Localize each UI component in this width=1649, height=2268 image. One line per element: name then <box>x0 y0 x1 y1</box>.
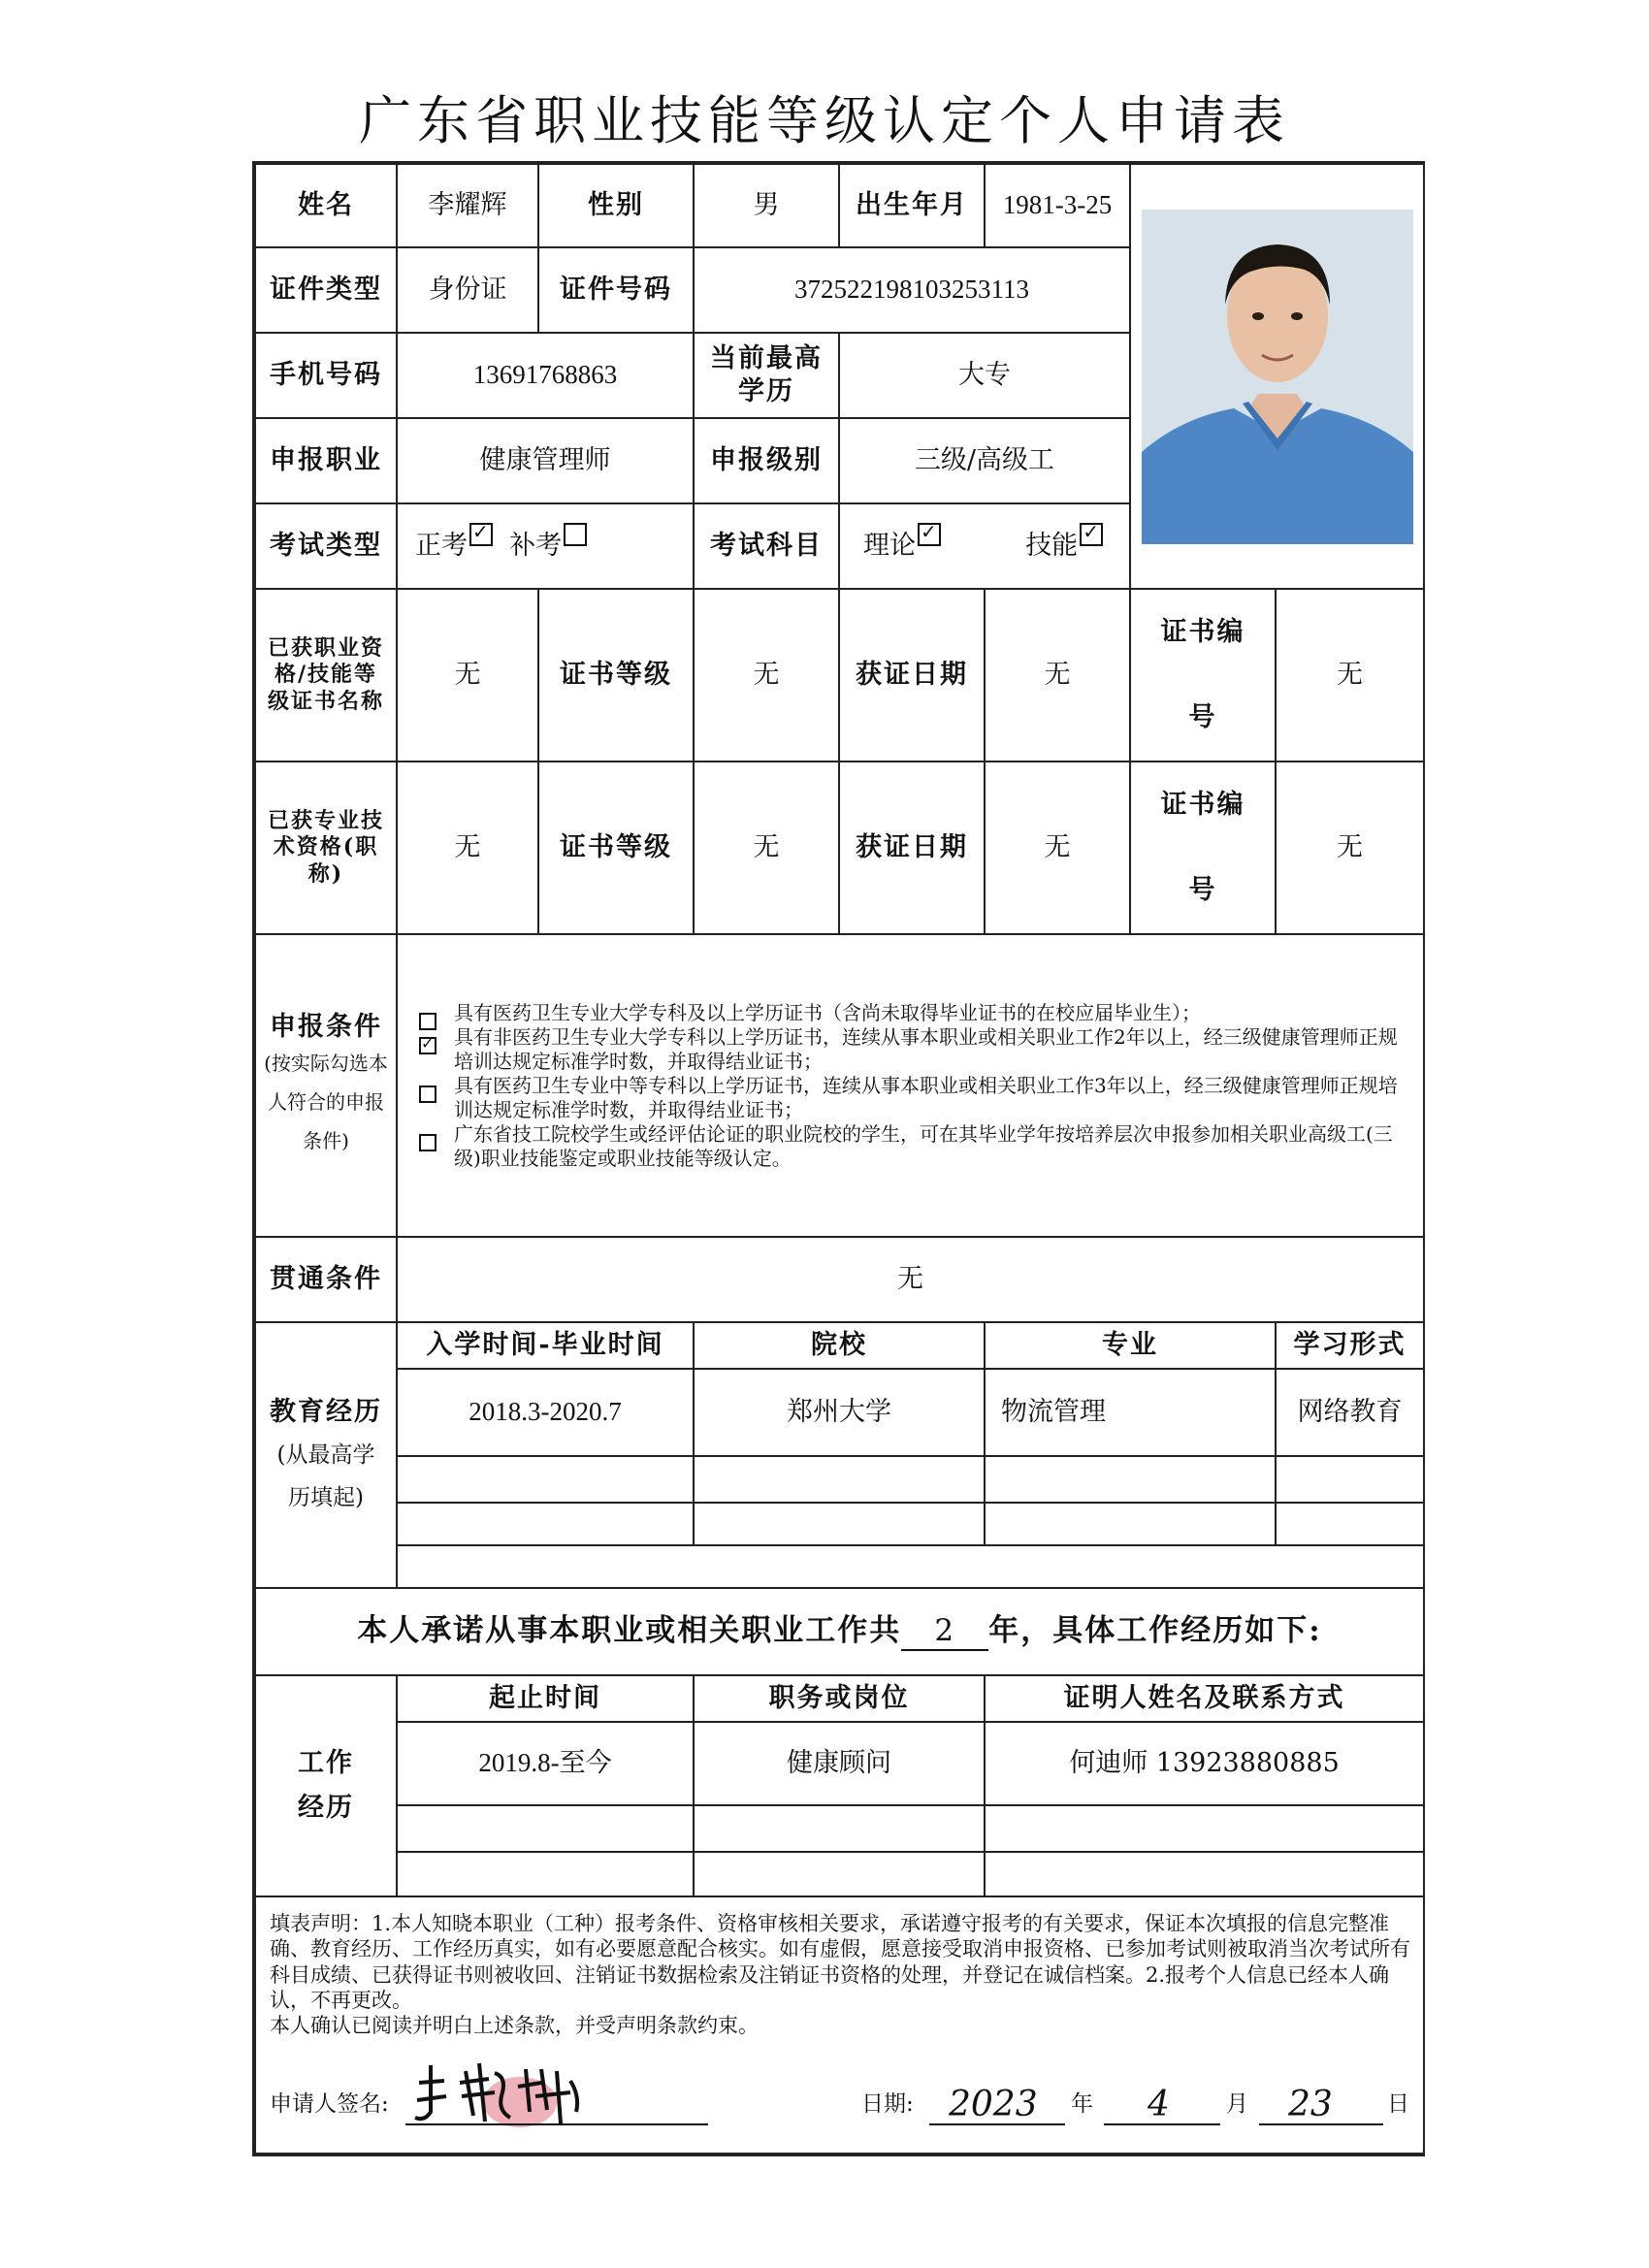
edu-row-3-period[interactable] <box>397 1503 694 1545</box>
edu-row-2-school[interactable] <box>694 1456 985 1503</box>
prior-title-number-label: 证书编号 <box>1130 761 1276 934</box>
exam-subject-theory-checkbox[interactable] <box>918 523 941 546</box>
work-row-2-position[interactable] <box>694 1805 985 1852</box>
exam-type-regular-checkbox[interactable] <box>469 523 493 546</box>
declaration-text: 填表声明：1.本人知晓本职业（工种）报考条件、资格审核相关要求，承诺遵守报考的有关要求，保证本次填报的信息完整准确、教育经历、工作经历真实，如有必要愿意配合核实。如有虚假，愿意接受取消申报资格、已参加考试则被取消当次考试所有科目成绩、已获得证书则被收回、注销证书数据检索及注销证书资格的处理，并登记在诚信档案。2.报考个人信息已经本人确认，不再更改。 <box>270 1912 1410 2012</box>
work-header-reference: 证明人姓名及联系方式 <box>985 1675 1424 1722</box>
exam-type-options <box>397 503 694 589</box>
work-header-period: 起止时间 <box>397 1675 694 1722</box>
prior-skill-number[interactable]: 无 <box>1276 589 1424 761</box>
exam-subject-label: 考试科目 <box>694 503 839 589</box>
applicant-photo <box>1142 210 1413 544</box>
date-day[interactable]: 23 <box>1288 2085 1333 2125</box>
id-number-value[interactable]: 372522198103253113 <box>694 247 1130 333</box>
conditions-label-cell <box>255 934 397 1237</box>
declaration-confirm: 本人确认已阅读并明白上述条款，并受声明条款约束。 <box>270 2014 759 2037</box>
condition-1-text: 具有医药卫生专业大学专科及以上学历证书（含尚未取得毕业证书的在校应届毕业生）； <box>454 1000 1201 1024</box>
exam-subject-options <box>839 503 1130 589</box>
exam-subject-skill-checkbox[interactable] <box>1080 523 1103 546</box>
commitment-suffix: 年，具体工作经历如下: <box>988 1612 1322 1648</box>
conditions-note: (按实际勾选本人符合的申报条件) <box>264 1051 388 1152</box>
occupation-label: 申报职业 <box>255 418 397 503</box>
prior-title-level[interactable]: 无 <box>694 761 839 934</box>
date-year-unit: 年 <box>1071 2091 1093 2118</box>
conditions-list <box>397 934 1424 1237</box>
application-form <box>252 161 1425 2156</box>
prior-title-label: 已获专业技术资格(职称) <box>255 761 397 934</box>
edu-history-label: 教育经历 <box>270 1397 382 1427</box>
work-row-2-period[interactable] <box>397 1805 694 1852</box>
id-type-value[interactable]: 身份证 <box>397 247 538 333</box>
prior-title-number[interactable]: 无 <box>1276 761 1424 934</box>
prior-title-date-label: 获证日期 <box>839 761 985 934</box>
condition-item-2 <box>413 1025 1407 1074</box>
exam-type-makeup-label: 补考 <box>509 531 563 562</box>
edu-history-note: (从最高学历填起) <box>276 1442 375 1510</box>
phone-label: 手机号码 <box>255 333 397 418</box>
exam-type-makeup-checkbox[interactable] <box>564 523 587 546</box>
edu-row-1-school[interactable]: 郑州大学 <box>694 1369 985 1456</box>
work-row-3-position[interactable] <box>694 1852 985 1896</box>
prior-title-name[interactable]: 无 <box>397 761 538 934</box>
condition-3-text: 具有医药卫生专业中等专科以上学历证书，连续从事本职业或相关职业工作3年以上，经三级健康管理师正规培训达规定标准学时数，并取得结业证书； <box>454 1073 1398 1121</box>
gender-value[interactable]: 男 <box>694 164 839 247</box>
condition-item-4 <box>413 1122 1407 1171</box>
prior-title-level-label: 证书等级 <box>538 761 694 934</box>
edu-row-2-mode[interactable] <box>1276 1456 1424 1503</box>
birth-label: 出生年月 <box>839 164 985 247</box>
prior-skill-level[interactable]: 无 <box>694 589 839 761</box>
prior-skill-label: 已获职业资格/技能等级证书名称 <box>255 589 397 761</box>
education-value[interactable]: 大专 <box>839 333 1130 418</box>
condition-2-checkbox[interactable] <box>419 1037 436 1054</box>
birth-value[interactable]: 1981-3-25 <box>985 164 1130 247</box>
edu-row-2-major[interactable] <box>985 1456 1276 1503</box>
condition-3-checkbox[interactable] <box>419 1085 436 1103</box>
condition-item-1 <box>413 1001 1407 1025</box>
name-label: 姓名 <box>255 164 397 247</box>
signature-row <box>270 2054 1411 2135</box>
portrait-image <box>1142 210 1413 544</box>
exam-subject-skill-label: 技能 <box>1025 531 1079 562</box>
prior-title-date[interactable]: 无 <box>985 761 1130 934</box>
occupation-value[interactable]: 健康管理师 <box>397 418 694 503</box>
commitment-line <box>255 1588 1424 1675</box>
work-row-3-reference[interactable] <box>985 1852 1424 1896</box>
photo-cell <box>1130 164 1424 589</box>
condition-4-checkbox[interactable] <box>419 1134 436 1151</box>
edu-header-period: 入学时间-毕业时间 <box>397 1322 694 1369</box>
id-number-label: 证件号码 <box>538 247 694 333</box>
signature-line <box>405 2123 708 2125</box>
work-header-position: 职务或岗位 <box>694 1675 985 1722</box>
date-day-unit: 日 <box>1387 2091 1409 2118</box>
prior-skill-number-label: 证书编号 <box>1130 589 1276 761</box>
work-row-1-period[interactable]: 2019.8-至今 <box>397 1722 694 1805</box>
declaration-cell <box>255 1896 1424 2154</box>
through-value[interactable]: 无 <box>397 1237 1424 1322</box>
level-label: 申报级别 <box>694 418 839 503</box>
prior-skill-date[interactable]: 无 <box>985 589 1130 761</box>
edu-header-major: 专业 <box>985 1322 1276 1369</box>
condition-item-3 <box>413 1074 1407 1122</box>
commitment-prefix: 本人承诺从事本职业或相关职业工作共 <box>357 1612 902 1648</box>
edu-row-1-major[interactable]: 物流管理 <box>985 1369 1276 1456</box>
work-row-2-reference[interactable] <box>985 1805 1424 1852</box>
edu-row-3-mode[interactable] <box>1276 1503 1424 1545</box>
commitment-years[interactable]: 2 <box>901 1612 988 1652</box>
date-label: 日期: <box>861 2091 914 2118</box>
prior-skill-level-label: 证书等级 <box>538 589 694 761</box>
work-history-label: 工作经历 <box>255 1675 397 1896</box>
id-type-label: 证件类型 <box>255 247 397 333</box>
edu-history-label-cell <box>255 1322 397 1588</box>
work-row-3-period[interactable] <box>397 1852 694 1896</box>
edu-row-1-period[interactable]: 2018.3-2020.7 <box>397 1369 694 1456</box>
date-month[interactable]: 4 <box>1148 2085 1170 2125</box>
condition-4-text: 广东省技工院校学生或经评估论证的职业院校的学生，可在其毕业学年按培养层次申报参加相关职业高级工(三级)职业技能鉴定或职业技能等级认定。 <box>454 1121 1393 1170</box>
education-label: 当前最高学历 <box>694 333 839 418</box>
date-year[interactable]: 2023 <box>949 2085 1038 2125</box>
page-title: 广东省职业技能等级认定个人申请表 <box>359 90 1290 151</box>
prior-skill-date-label: 获证日期 <box>839 589 985 761</box>
exam-type-regular-label: 正考 <box>415 531 468 562</box>
edu-header-mode: 学习形式 <box>1276 1322 1424 1369</box>
gender-label: 性别 <box>538 164 694 247</box>
level-value[interactable]: 三级/高级工 <box>839 418 1130 503</box>
phone-value[interactable]: 13691768863 <box>397 333 694 418</box>
exam-type-label: 考试类型 <box>255 503 397 589</box>
basic-info-table <box>254 163 1425 2155</box>
edu-header-school: 院校 <box>694 1322 985 1369</box>
edu-spacer <box>397 1545 1424 1588</box>
edu-row-2-period[interactable] <box>397 1456 694 1503</box>
date-month-unit: 月 <box>1226 2091 1248 2118</box>
work-row-1-reference[interactable]: 何迪师 13923880885 <box>985 1722 1424 1805</box>
work-row-1-position[interactable]: 健康顾问 <box>694 1722 985 1805</box>
prior-skill-name[interactable]: 无 <box>397 589 538 761</box>
edu-row-3-school[interactable] <box>694 1503 985 1545</box>
signer-label: 申请人签名: <box>270 2091 389 2118</box>
exam-subject-theory-label: 理论 <box>863 531 916 562</box>
through-label: 贯通条件 <box>255 1237 397 1322</box>
name-value[interactable]: 李耀辉 <box>397 164 538 247</box>
edu-row-1-mode[interactable]: 网络教育 <box>1276 1369 1424 1456</box>
edu-row-3-major[interactable] <box>985 1503 1276 1545</box>
conditions-label: 申报条件 <box>270 1012 382 1043</box>
condition-2-text: 具有非医药卫生专业大学专科以上学历证书，连续从事本职业或相关职业工作2年以上，经三级健康管理师正规培训达规定标准学时数，并取得结业证书； <box>454 1024 1398 1073</box>
